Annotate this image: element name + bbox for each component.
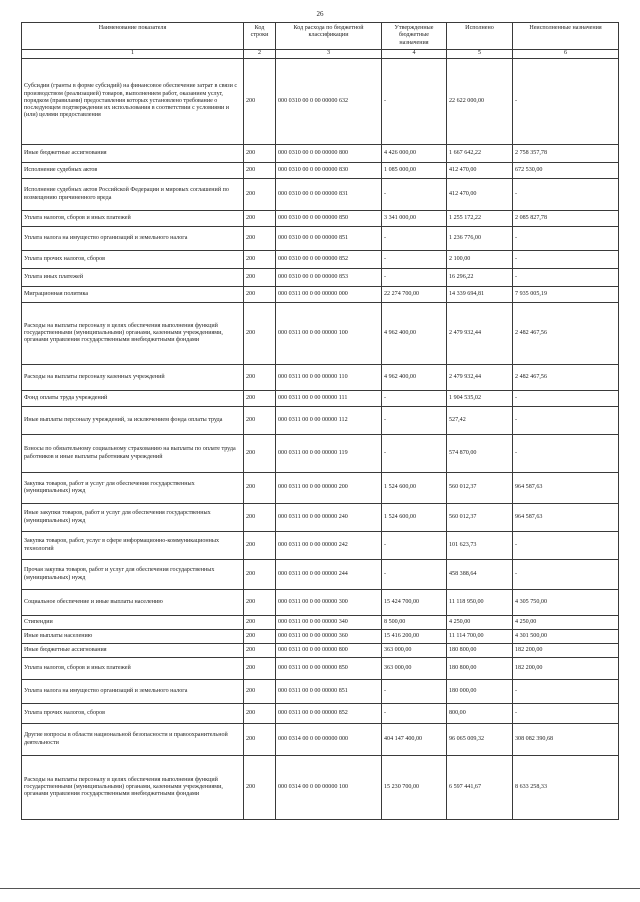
line-code: 200 [244, 724, 276, 756]
unexecuted-amount: 2 482 467,56 [513, 365, 619, 391]
indicator-name: Уплата прочих налогов, сборов [22, 704, 244, 724]
page-number: 26 [316, 10, 324, 18]
unexecuted-amount: - [513, 227, 619, 251]
indicator-name: Уплата налога на имущество организаций и земельного налога [22, 680, 244, 704]
unexecuted-amount: - [513, 269, 619, 287]
executed-amount: 2 100,00 [447, 251, 513, 269]
executed-amount: 2 479 932,44 [447, 303, 513, 365]
table-row [22, 560, 619, 590]
indicator-name: Закупка товаров, работ, услуг в сфере информационно-коммуникационных технологий [22, 532, 244, 560]
page-bottom-rule [0, 888, 640, 889]
indicator-name: Другие вопросы в области национальной безопасности и правоохранительной деятельности [22, 724, 244, 756]
indicator-name: Расходы на выплаты персоналу в целях обеспечения выполнения функций государственными (муниципальными) органами, казенными учреждениями, органами управления государственными внебюджетными фондами [22, 303, 244, 365]
approved-amount: 8 500,00 [382, 616, 447, 630]
indicator-name: Фонд оплаты труда учреждений [22, 391, 244, 407]
unexecuted-amount: 8 633 258,33 [513, 756, 619, 820]
approved-amount: - [382, 532, 447, 560]
table-row [22, 473, 619, 504]
unexecuted-amount: - [513, 179, 619, 211]
unexecuted-amount: - [513, 251, 619, 269]
indicator-name: Исполнение судебных актов [22, 163, 244, 179]
approved-amount: - [382, 269, 447, 287]
line-code: 200 [244, 658, 276, 680]
line-code: 200 [244, 435, 276, 473]
executed-amount: 574 870,00 [447, 435, 513, 473]
line-code: 200 [244, 560, 276, 590]
table-row [22, 251, 619, 269]
unexecuted-amount: 4 250,00 [513, 616, 619, 630]
budget-classification-code: 000 0314 00 0 00 00000 100 [276, 756, 382, 820]
table-row [22, 145, 619, 163]
approved-amount: - [382, 251, 447, 269]
approved-amount: 4 962 400,00 [382, 303, 447, 365]
unexecuted-amount: 308 082 390,68 [513, 724, 619, 756]
approved-amount: 15 416 200,00 [382, 630, 447, 644]
budget-classification-code: 000 0310 00 0 00 00000 800 [276, 145, 382, 163]
approved-amount: 1 524 600,00 [382, 504, 447, 532]
executed-amount: 560 012,37 [447, 473, 513, 504]
table-row [22, 59, 619, 145]
executed-amount: 11 114 700,00 [447, 630, 513, 644]
table-row [22, 391, 619, 407]
budget-classification-code: 000 0311 00 0 00 00000 111 [276, 391, 382, 407]
unexecuted-amount: - [513, 532, 619, 560]
unexecuted-amount: 4 305 750,00 [513, 590, 619, 616]
approved-amount: 1 524 600,00 [382, 473, 447, 504]
table-row [22, 644, 619, 658]
unexecuted-amount: 672 530,00 [513, 163, 619, 179]
indicator-name: Субсидии (гранты в форме субсидий) на финансовое обеспечение затрат в связи с производством (реализацией) товаров, выполнением работ, оказанием услуг, порядком (правилами) предоставления которых установлено требование о последующем подтверждении их использования в соответствии с условиями и (или) целями предоставления [22, 59, 244, 145]
executed-amount: 412 470,00 [447, 179, 513, 211]
budget-classification-code: 000 0314 00 0 00 00000 000 [276, 724, 382, 756]
executed-amount: 4 250,00 [447, 616, 513, 630]
line-code: 200 [244, 365, 276, 391]
budget-classification-code: 000 0311 00 0 00 00000 000 [276, 287, 382, 303]
table-row [22, 163, 619, 179]
table-row [22, 532, 619, 560]
budget-classification-code: 000 0311 00 0 00 00000 242 [276, 532, 382, 560]
table-row [22, 680, 619, 704]
unexecuted-amount: - [513, 59, 619, 145]
column-header-approved: Утвержденные бюджетные назначения [382, 23, 447, 50]
executed-amount: 180 800,00 [447, 658, 513, 680]
unexecuted-amount: - [513, 407, 619, 435]
column-header-executed: Исполнено [447, 23, 513, 50]
approved-amount: 363 000,00 [382, 658, 447, 680]
table-row [22, 704, 619, 724]
indicator-name: Расходы на выплаты персоналу в целях обеспечения выполнения функций государственными (муниципальными) органами, казенными учреждениями, органами управления государственными внебюджетными фондами [22, 756, 244, 820]
approved-amount: - [382, 435, 447, 473]
budget-classification-code: 000 0311 00 0 00 00000 112 [276, 407, 382, 435]
approved-amount: 363 000,00 [382, 644, 447, 658]
budget-classification-code: 000 0311 00 0 00 00000 852 [276, 704, 382, 724]
unexecuted-amount: 4 301 500,00 [513, 630, 619, 644]
line-code: 200 [244, 251, 276, 269]
table-row [22, 590, 619, 616]
budget-classification-code: 000 0311 00 0 00 00000 850 [276, 658, 382, 680]
budget-classification-code: 000 0311 00 0 00 00000 300 [276, 590, 382, 616]
column-number-row [22, 50, 619, 59]
table-row [22, 616, 619, 630]
table-row [22, 227, 619, 251]
table-row [22, 303, 619, 365]
budget-classification-code: 000 0311 00 0 00 00000 800 [276, 644, 382, 658]
budget-classification-code: 000 0310 00 0 00 00000 850 [276, 211, 382, 227]
approved-amount: - [382, 704, 447, 724]
executed-amount: 1 904 535,02 [447, 391, 513, 407]
executed-amount: 16 296,22 [447, 269, 513, 287]
executed-amount: 96 065 009,32 [447, 724, 513, 756]
unexecuted-amount: - [513, 680, 619, 704]
indicator-name: Расходы на выплаты персоналу казенных учреждений [22, 365, 244, 391]
column-number: 2 [244, 50, 276, 59]
approved-amount: - [382, 560, 447, 590]
line-code: 200 [244, 211, 276, 227]
executed-amount: 560 012,37 [447, 504, 513, 532]
budget-classification-code: 000 0310 00 0 00 00000 852 [276, 251, 382, 269]
line-code: 200 [244, 391, 276, 407]
table-row [22, 365, 619, 391]
approved-amount: 15 424 700,00 [382, 590, 447, 616]
executed-amount: 180 000,00 [447, 680, 513, 704]
column-number: 5 [447, 50, 513, 59]
line-code: 200 [244, 407, 276, 435]
line-code: 200 [244, 269, 276, 287]
executed-amount: 101 623,73 [447, 532, 513, 560]
approved-amount: - [382, 680, 447, 704]
indicator-name: Миграционная политика [22, 287, 244, 303]
budget-classification-code: 000 0311 00 0 00 00000 119 [276, 435, 382, 473]
unexecuted-amount: 7 935 005,19 [513, 287, 619, 303]
approved-amount: 3 341 000,00 [382, 211, 447, 227]
line-code: 200 [244, 680, 276, 704]
budget-classification-code: 000 0311 00 0 00 00000 100 [276, 303, 382, 365]
unexecuted-amount: - [513, 704, 619, 724]
budget-classification-code: 000 0311 00 0 00 00000 340 [276, 616, 382, 630]
table-row [22, 658, 619, 680]
executed-amount: 6 597 441,67 [447, 756, 513, 820]
indicator-name: Социальное обеспечение и иные выплаты населению [22, 590, 244, 616]
line-code: 200 [244, 163, 276, 179]
approved-amount: - [382, 391, 447, 407]
budget-classification-code: 000 0310 00 0 00 00000 853 [276, 269, 382, 287]
unexecuted-amount: - [513, 560, 619, 590]
line-code: 200 [244, 303, 276, 365]
executed-amount: 14 339 694,81 [447, 287, 513, 303]
indicator-name: Иные выплаты населению [22, 630, 244, 644]
approved-amount: - [382, 179, 447, 211]
indicator-name: Закупка товаров, работ и услуг для обеспечения государственных (муниципальных) нужд [22, 473, 244, 504]
budget-classification-code: 000 0310 00 0 00 00000 830 [276, 163, 382, 179]
approved-amount: 4 962 400,00 [382, 365, 447, 391]
indicator-name: Иные закупки товаров, работ и услуг для обеспечения государственных (муниципальных) нужд [22, 504, 244, 532]
table-row [22, 269, 619, 287]
approved-amount: 4 426 000,00 [382, 145, 447, 163]
line-code: 200 [244, 590, 276, 616]
unexecuted-amount: 2 085 827,78 [513, 211, 619, 227]
approved-amount: 1 085 000,00 [382, 163, 447, 179]
approved-amount: - [382, 59, 447, 145]
line-code: 200 [244, 756, 276, 820]
executed-amount: 180 800,00 [447, 644, 513, 658]
line-code: 200 [244, 145, 276, 163]
indicator-name: Иные бюджетные ассигнования [22, 145, 244, 163]
indicator-name: Прочая закупка товаров, работ и услуг для обеспечения государственных (муниципальных) нужд [22, 560, 244, 590]
approved-amount: 15 230 700,00 [382, 756, 447, 820]
executed-amount: 527,42 [447, 407, 513, 435]
table-row [22, 287, 619, 303]
indicator-name: Уплата прочих налогов, сборов [22, 251, 244, 269]
column-number: 3 [276, 50, 382, 59]
executed-amount: 1 667 642,22 [447, 145, 513, 163]
line-code: 200 [244, 59, 276, 145]
budget-classification-code: 000 0311 00 0 00 00000 851 [276, 680, 382, 704]
budget-classification-code: 000 0311 00 0 00 00000 244 [276, 560, 382, 590]
indicator-name: Взносы по обязательному социальному страхованию на выплаты по оплате труда работников и иные выплаты работникам учреждений [22, 435, 244, 473]
executed-amount: 458 388,64 [447, 560, 513, 590]
indicator-name: Уплата налогов, сборов и иных платежей [22, 211, 244, 227]
table-row [22, 630, 619, 644]
indicator-name: Иные бюджетные ассигнования [22, 644, 244, 658]
table-row [22, 179, 619, 211]
column-number: 6 [513, 50, 619, 59]
budget-classification-code: 000 0311 00 0 00 00000 110 [276, 365, 382, 391]
unexecuted-amount: - [513, 391, 619, 407]
executed-amount: 22 622 000,00 [447, 59, 513, 145]
table-row [22, 504, 619, 532]
line-code: 200 [244, 179, 276, 211]
table-row [22, 724, 619, 756]
line-code: 200 [244, 616, 276, 630]
budget-classification-code: 000 0311 00 0 00 00000 200 [276, 473, 382, 504]
executed-amount: 412 470,00 [447, 163, 513, 179]
unexecuted-amount: 964 587,63 [513, 473, 619, 504]
line-code: 200 [244, 227, 276, 251]
line-code: 200 [244, 504, 276, 532]
unexecuted-amount: 2 482 467,56 [513, 303, 619, 365]
budget-classification-code: 000 0311 00 0 00 00000 240 [276, 504, 382, 532]
column-header-budget-code: Код расхода по бюджетной классификации [276, 23, 382, 50]
indicator-name: Уплата налога на имущество организаций и земельного налога [22, 227, 244, 251]
executed-amount: 800,00 [447, 704, 513, 724]
line-code: 200 [244, 644, 276, 658]
column-header-line-code: Код строки [244, 23, 276, 50]
line-code: 200 [244, 630, 276, 644]
column-number: 4 [382, 50, 447, 59]
executed-amount: 11 118 950,00 [447, 590, 513, 616]
executed-amount: 1 255 172,22 [447, 211, 513, 227]
approved-amount: 22 274 700,00 [382, 287, 447, 303]
indicator-name: Исполнение судебных актов Российской Федерации и мировых соглашений по возмещению причиненного вреда [22, 179, 244, 211]
table-row [22, 756, 619, 820]
indicator-name: Иные выплаты персоналу учреждений, за исключением фонда оплаты труда [22, 407, 244, 435]
unexecuted-amount: 964 587,63 [513, 504, 619, 532]
unexecuted-amount: 182 200,00 [513, 658, 619, 680]
unexecuted-amount: 182 200,00 [513, 644, 619, 658]
line-code: 200 [244, 473, 276, 504]
header-row [22, 23, 619, 50]
table-row [22, 211, 619, 227]
budget-classification-code: 000 0311 00 0 00 00000 360 [276, 630, 382, 644]
unexecuted-amount: - [513, 435, 619, 473]
budget-classification-code: 000 0310 00 0 00 00000 831 [276, 179, 382, 211]
table-row [22, 407, 619, 435]
approved-amount: 404 147 400,00 [382, 724, 447, 756]
indicator-name: Уплата налогов, сборов и иных платежей [22, 658, 244, 680]
approved-amount: - [382, 407, 447, 435]
executed-amount: 2 479 932,44 [447, 365, 513, 391]
executed-amount: 1 236 776,00 [447, 227, 513, 251]
line-code: 200 [244, 532, 276, 560]
line-code: 200 [244, 704, 276, 724]
budget-classification-code: 000 0310 00 0 00 00000 632 [276, 59, 382, 145]
budget-classification-code: 000 0310 00 0 00 00000 851 [276, 227, 382, 251]
indicator-name: Уплата иных платежей [22, 269, 244, 287]
approved-amount: - [382, 227, 447, 251]
column-header-unexecuted: Неисполненные назначения [513, 23, 619, 50]
line-code: 200 [244, 287, 276, 303]
unexecuted-amount: 2 758 357,78 [513, 145, 619, 163]
column-number: 1 [22, 50, 244, 59]
indicator-name: Стипендии [22, 616, 244, 630]
table-row [22, 435, 619, 473]
column-header-indicator: Наименование показателя [22, 23, 244, 50]
budget-execution-table [21, 22, 619, 820]
